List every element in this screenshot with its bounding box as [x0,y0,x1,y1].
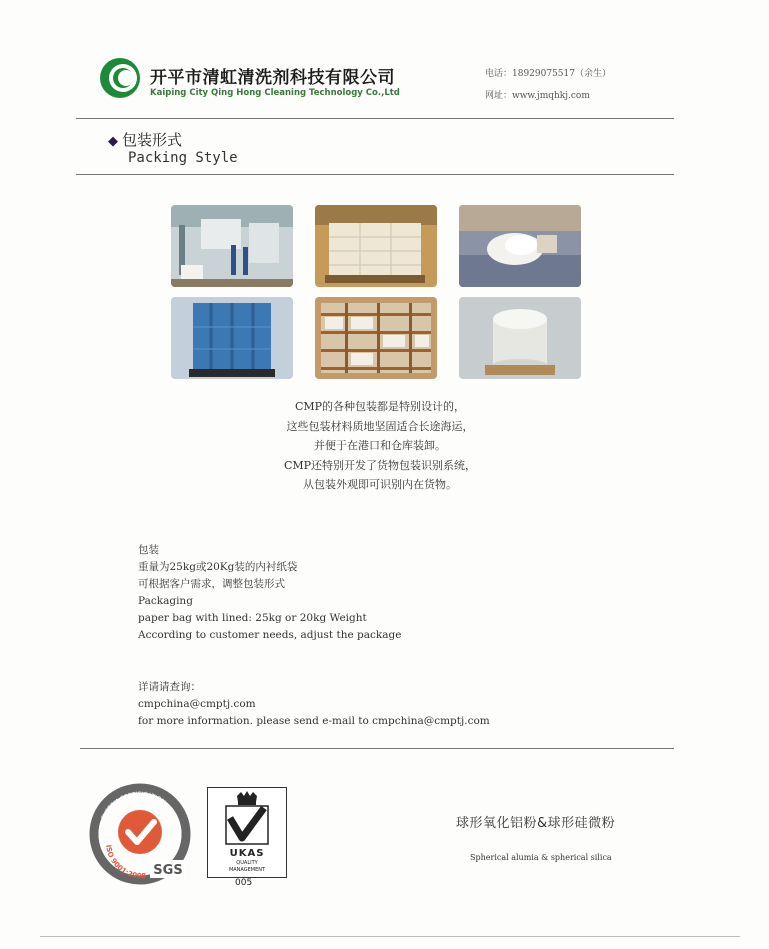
intro-line-1: CMP的各种包装都是特别设计的， [294,400,466,413]
phone-text: 电话：18929075517（余生） [485,69,611,79]
packaging-block [138,542,401,644]
diamond-bullet-icon: ◆ [108,134,118,149]
company-name-en: Kaiping City Qing Hong Cleaning Technology Co.,Ltd [150,88,400,98]
footer-divider [80,748,674,749]
ukas-management-text: MANAGEMENT [228,867,266,873]
packaging-title-cn: 包装 [138,544,159,556]
photo-open-bag-powder [459,205,581,287]
section-title-cn [108,129,182,150]
packaging-title-en: Packaging [138,595,193,607]
contact-email[interactable]: cmpchina@cmptj.com [138,698,256,710]
ukas-quality-text: QUALITY [236,860,258,866]
product-name-cn: 球形氧化铝粉&球形硅微粉 [456,816,616,831]
page-bottom-edge [40,936,740,937]
photo-factory-filling-line [171,205,293,287]
packaging-line1-en: paper bag with lined: 25kg or 20kg Weight [138,612,367,624]
packaging-line2-cn: 可根据客户需求，调整包装形式 [138,578,285,590]
photo-wrapped-pallet [459,297,581,379]
contact-title-cn: 详请请查询： [138,681,201,693]
badge-ring-text: SYSTEM CERTIFICATION [100,790,167,821]
crown-icon [237,791,257,805]
photo-warehouse-shelves [315,297,437,379]
section-title-en: Packing Style [128,150,238,166]
photo-blue-bulk-bag [171,297,293,379]
contact-block [138,679,490,730]
badge-sgs-text: SGS [153,863,183,878]
badge-iso-text: ISO 9001:2008 [104,844,147,881]
contact-note: for more information. please send e-mail to cmpchina@cmptj.com [138,715,490,727]
company-name-cn: 开平市清虹清洗剂科技有限公司 [150,68,395,88]
intro-line-3: 并便于在港口和仓库装卸。 [314,439,446,452]
intro-paragraph [180,397,580,495]
section-title-cn-text: 包装形式 [122,131,183,149]
photo-pallet-of-bags [315,205,437,287]
packaging-line2-en: According to customer needs, adjust the package [138,629,402,641]
sgs-iso-badge-icon [88,782,192,886]
section-divider [76,174,674,175]
ukas-tick-icon [226,806,268,844]
packaging-line1-cn: 重量为25kg或20Kg装的内衬纸袋 [138,561,298,573]
intro-line-4: CMP还特别开发了货物包装识别系统， [283,458,477,472]
header-divider [76,118,674,119]
intro-line-5: 从包装外观即可识别内在货物。 [303,478,457,491]
ukas-text: UKAS [229,848,265,859]
product-name-en: Spherical alumia & spherical silica [470,853,612,862]
company-logo-icon [99,57,141,99]
ukas-badge [207,787,287,878]
intro-line-2: 这些包装材料质地坚固适合长途海运， [286,419,474,433]
ukas-number: 005 [235,878,253,888]
website-text: 网址：www.jmqhkj.com [485,91,590,101]
